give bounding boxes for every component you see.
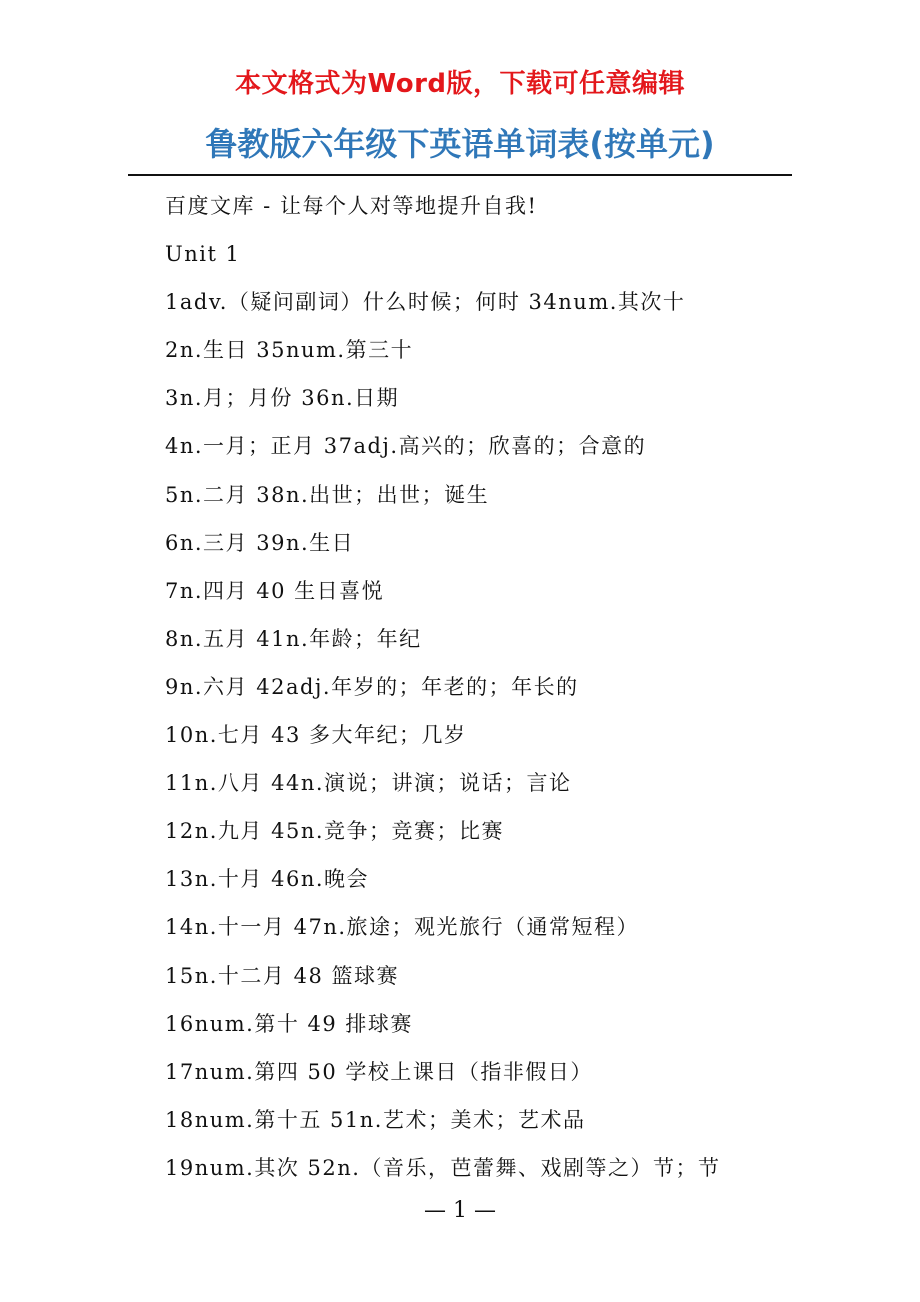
- vocabulary-line: 10n.七月 43 多大年纪；几岁: [165, 723, 467, 748]
- document-title: 鲁教版六年级下英语单词表(按单元): [205, 125, 715, 163]
- vocabulary-line: 17num.第四 50 学校上课日（指非假日）: [165, 1059, 593, 1084]
- vocabulary-line: 16num.第十 49 排球赛: [165, 1011, 413, 1036]
- vocabulary-line: 18num.第十五 51n.艺术；美术；艺术品: [165, 1107, 586, 1132]
- vocabulary-line: 5n.二月 38n.出世；出世；诞生: [165, 482, 490, 507]
- vocabulary-line: 14n.十一月 47n.旅途；观光旅行（通常短程）: [165, 915, 640, 940]
- vocabulary-line: 7n.四月 40 生日喜悦: [165, 578, 385, 603]
- document-subtitle: 百度文库 - 让每个人对等地提升自我!: [165, 194, 538, 218]
- page-number: — 1 —: [424, 1198, 496, 1223]
- vocabulary-list: [165, 186, 805, 1196]
- vocabulary-line: 15n.十二月 48 篮球赛: [165, 963, 399, 988]
- vocabulary-line: 19num.其次 52n.（音乐，芭蕾舞、戏剧等之）节；节: [165, 1155, 721, 1180]
- vocabulary-line: 9n.六月 42adj.年岁的；年老的；年长的: [165, 674, 579, 699]
- vocabulary-line: 4n.一月；正月 37adj.高兴的；欣喜的；合意的: [165, 434, 647, 459]
- vocabulary-line: 1adv.（疑问副词）什么时候；何时 34num.其次十: [165, 290, 686, 315]
- unit-heading: Unit 1: [165, 242, 241, 267]
- vocabulary-line: 12n.九月 45n.竞争；竞赛；比赛: [165, 819, 505, 844]
- title-divider: [128, 174, 792, 176]
- vocabulary-line: 3n.月；月份 36n.日期: [165, 386, 400, 411]
- vocabulary-line: 8n.五月 41n.年龄；年纪: [165, 626, 422, 651]
- vocabulary-line: 13n.十月 46n.晚会: [165, 867, 370, 892]
- vocabulary-line: 6n.三月 39n.生日: [165, 530, 355, 555]
- vocabulary-line: 11n.八月 44n.演说；讲演；说话；言论: [165, 771, 572, 796]
- vocabulary-line: 2n.生日 35num.第三十: [165, 338, 414, 363]
- format-banner: 本文格式为Word版，下载可任意编辑: [234, 69, 686, 99]
